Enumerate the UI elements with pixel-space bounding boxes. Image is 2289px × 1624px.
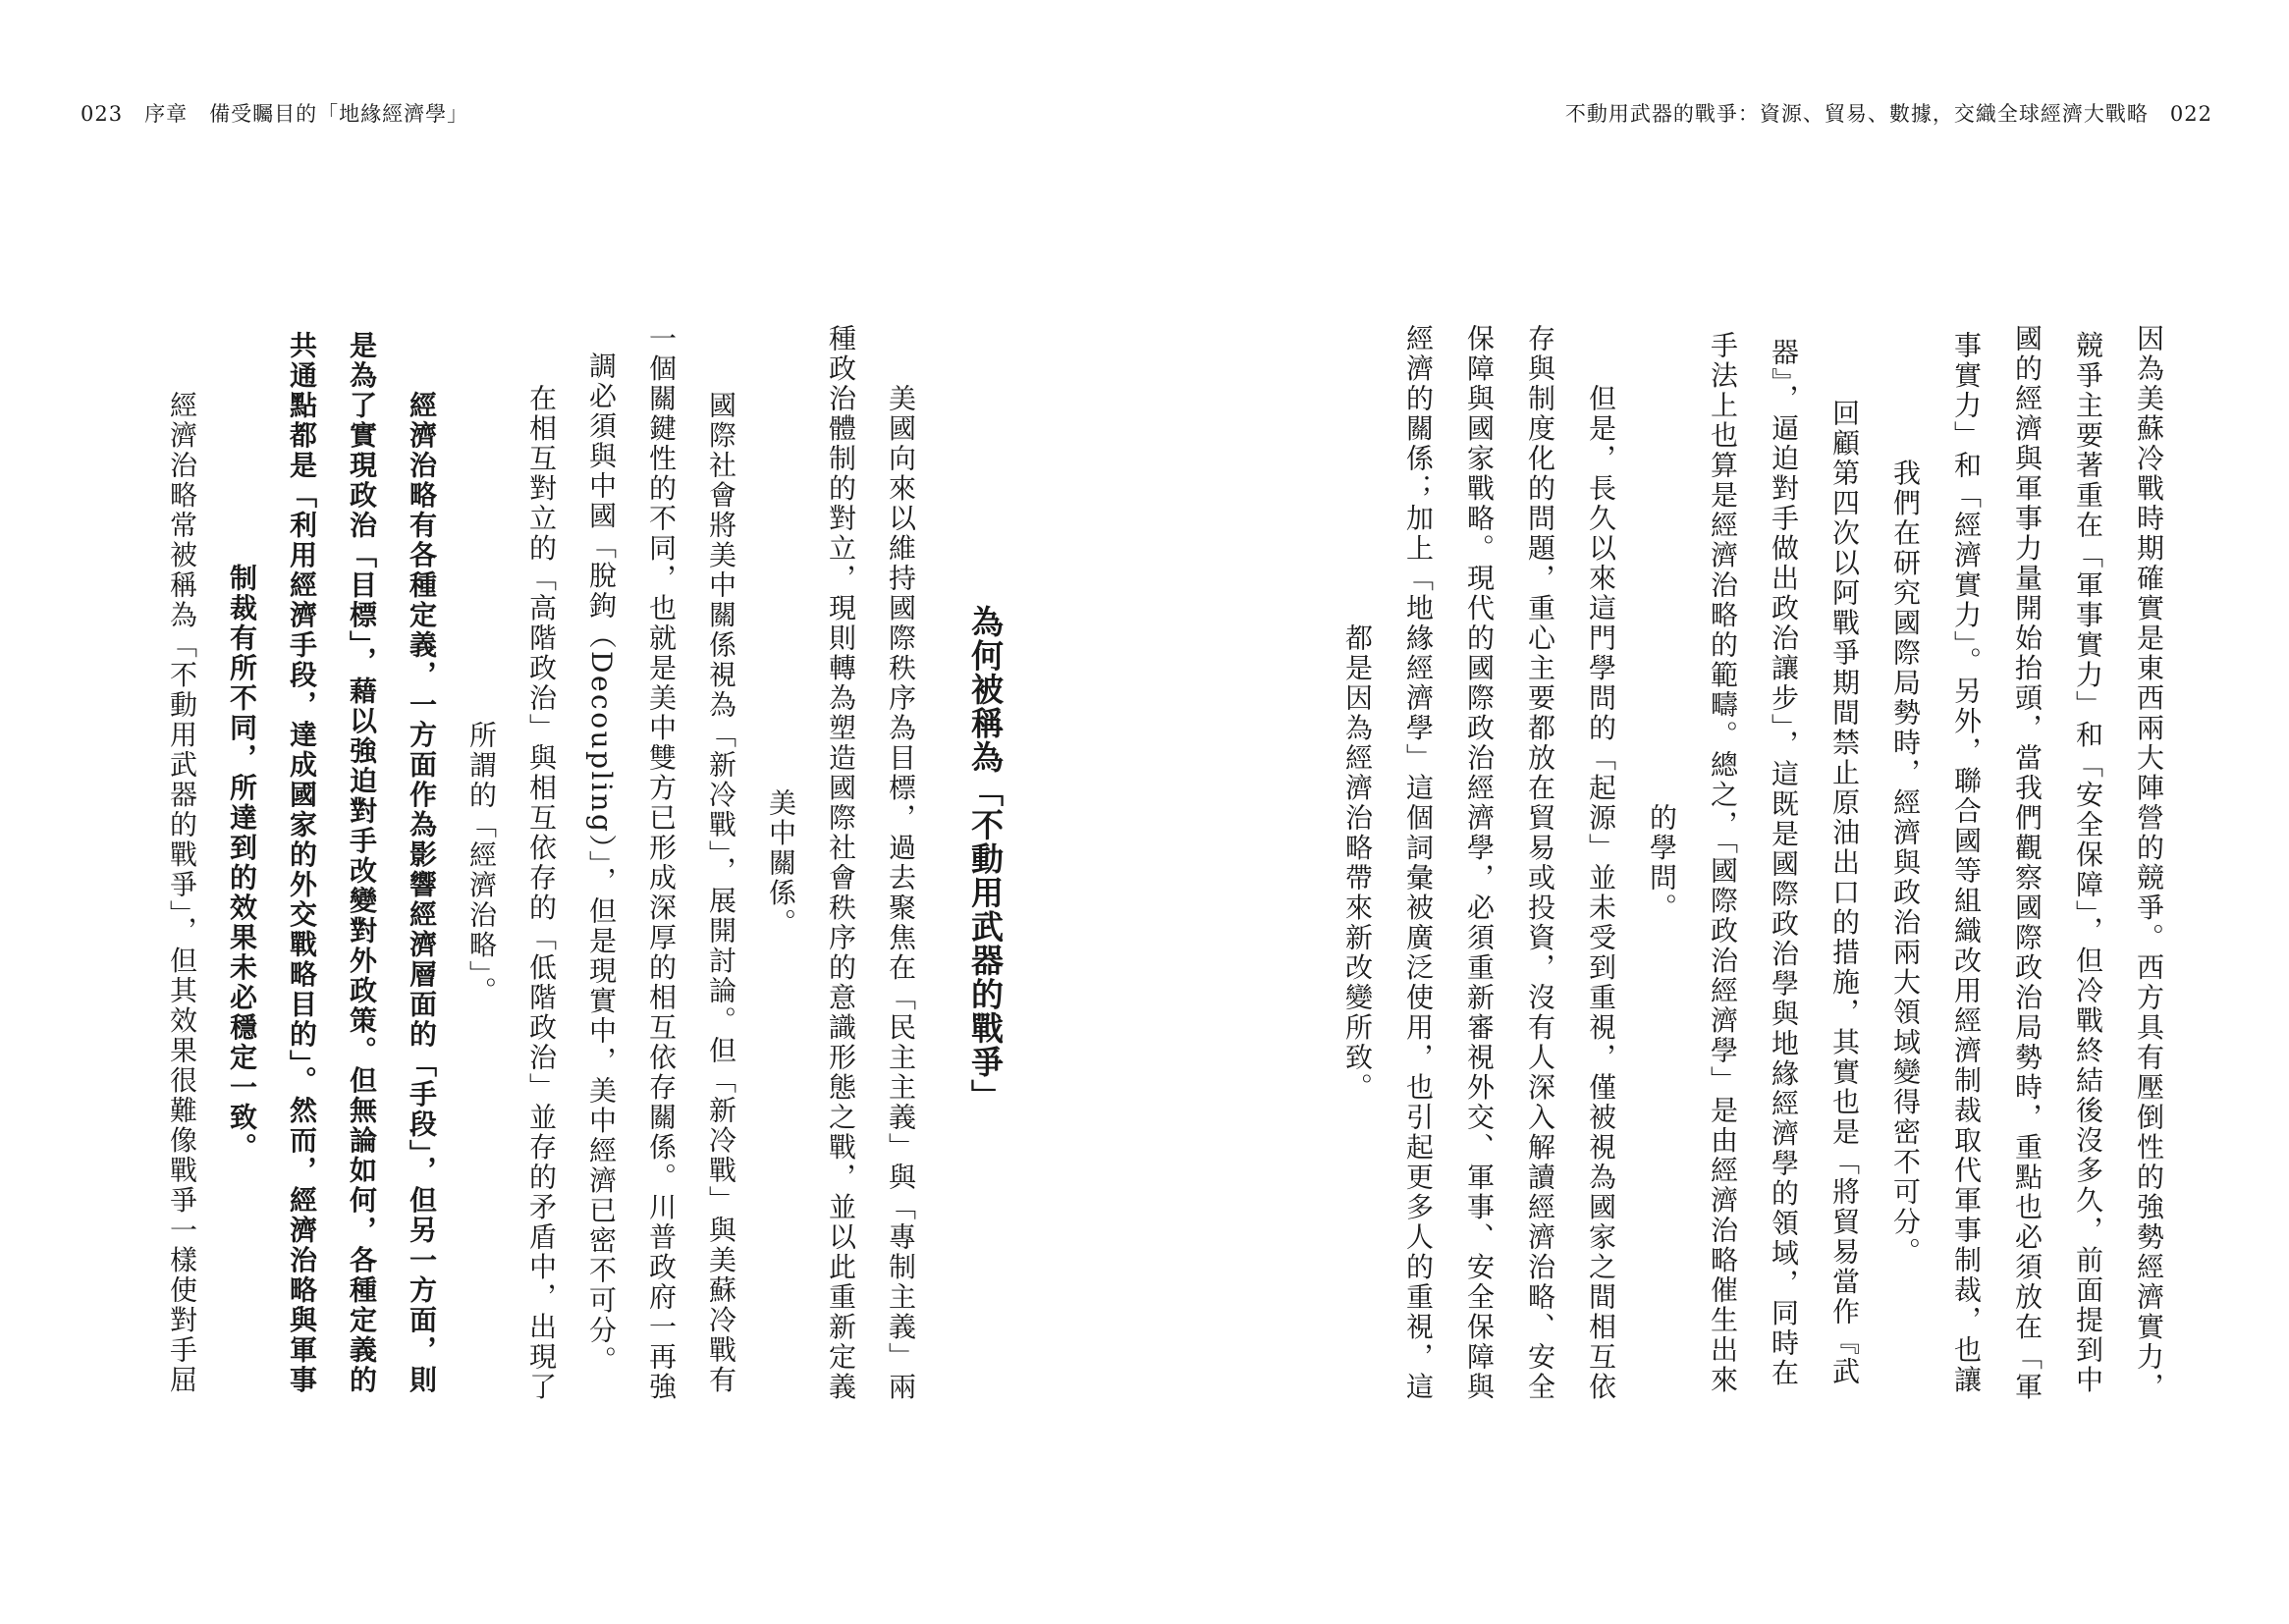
section-heading-text: 為何被稱為「不動用武器的戰爭」: [966, 605, 1005, 1113]
text-line: 美國向來以維持國際秩序為目標，過去聚焦在「民主主義」與「專制主義」兩: [885, 384, 917, 1402]
text-line: 經濟的關係；加上「地緣經濟學」這個詞彙被廣泛使用，也引起更多人的重視，這: [1402, 324, 1435, 1402]
text-line: 國的經濟與軍事力量開始抬頭，當我們觀察國際政治局勢時，重點也必須放在「軍: [2011, 324, 2044, 1402]
text-column: [2041, 318, 2104, 1408]
text-line: 美中關係。: [765, 787, 797, 939]
text-column: [435, 318, 498, 1408]
text-column: [1919, 318, 1983, 1408]
text-column: [136, 318, 198, 1408]
text-line: 國際社會將美中關係視為「新冷戰」，展開討論。但「新冷戰」與美蘇冷戰有: [705, 391, 737, 1395]
text-line: 存與制度化的問題，重心主要都放在貿易或投資，沒有人深入解讀經濟治略、安全: [1524, 324, 1556, 1402]
right-page-body: [1310, 318, 2165, 1408]
text-line: 制裁有所不同，所達到的效果未必穩定一致。: [226, 564, 258, 1163]
text-line: 事實力」和「經濟實力」。另外，聯合國等組織改用經濟制裁取代軍事制裁，也讓: [1950, 331, 1983, 1395]
text-column: [195, 318, 258, 1408]
section-heading: [941, 314, 1005, 1404]
text-column: [794, 318, 857, 1408]
text-line: 我們在研究國際局勢時，經濟與政治兩大領域變得密不可分。: [1889, 459, 1922, 1268]
text-line: 調必須與中國「脫鉤（Decoupling）」，但是現實中，美中經濟已密不可分。: [585, 351, 618, 1376]
text-line: 經濟治略常被稱為「不動用武器的戰爭」，但其效果很難像戰爭一樣使對手屈: [166, 391, 198, 1395]
text-column: [1432, 318, 1496, 1408]
text-line: 一個關鍵性的不同，也就是美中雙方已形成深厚的相互依存關係。川普政府一再強: [645, 324, 678, 1402]
text-column: [854, 318, 917, 1408]
text-column: [1675, 318, 1739, 1408]
text-column: [1980, 318, 2044, 1408]
text-column: [1310, 318, 1374, 1408]
text-column: [1493, 318, 1556, 1408]
text-line: 競爭主要著重在「軍事實力」和「安全保障」，但冷戰終結後沒多久，前面提到中: [2072, 331, 2104, 1395]
text-column: [2101, 318, 2165, 1408]
running-header-left: 023 序章 備受矚目的「地緣經濟學」: [81, 102, 469, 126]
running-header-right: 不動用武器的戰爭：資源、貿易、數據，交織全球經濟大戰略 022: [1564, 102, 2212, 126]
text-column: [1858, 318, 1922, 1408]
left-page-body: [136, 318, 1005, 1408]
text-column: [375, 318, 438, 1408]
text-column: [1736, 318, 1800, 1408]
text-column: [735, 318, 797, 1408]
text-column: [555, 318, 618, 1408]
text-line: 共通點都是「利用經濟手段，達成國家的外交戰略目的」。然而，經濟治略與軍事: [286, 331, 318, 1395]
text-line: 手法上也算是經濟治略的範疇。總之，「國際政治經濟學」是由經濟治略催生出來: [1707, 331, 1739, 1395]
text-line: 器』，逼迫對手做出政治讓步」，這既是國際政治學與地緣經濟學的領域，同時在: [1768, 338, 1800, 1388]
text-line: 保障與國家戰略。現代的國際政治經濟學，必須重新審視外交、軍事、安全保障與: [1463, 324, 1496, 1402]
text-line: 但是，長久以來這門學問的「起源」並未受到重視，僅被視為國家之間相互依: [1585, 384, 1617, 1402]
text-column: [615, 318, 678, 1408]
text-line: 的學問。: [1646, 803, 1678, 923]
text-line: 是為了實現政治「目標」，藉以強迫對手改變對外政策。但無論如何，各種定義的: [346, 331, 378, 1395]
text-column: [255, 318, 318, 1408]
text-line: 在相互對立的「高階政治」與相互依存的「低階政治」並存的矛盾中，出現了: [525, 384, 558, 1402]
text-line: 都是因為經濟治略帶來新改變所致。: [1341, 623, 1374, 1103]
text-column: [1614, 318, 1678, 1408]
text-column: [495, 318, 558, 1408]
text-line: 經濟治略有各種定義，一方面作為影響經濟層面的「手段」，但另一方面，則: [406, 391, 438, 1395]
text-line: 種政治體制的對立，現則轉為塑造國際社會秩序的意識形態之戰，並以此重新定義: [825, 324, 857, 1402]
text-column: [1553, 318, 1617, 1408]
text-line: 回顧第四次以阿戰爭期間禁止原油出口的措施，其實也是「將貿易當作『武: [1828, 399, 1861, 1387]
text-column: [675, 318, 735, 1408]
text-line: 因為美蘇冷戰時期確實是東西兩大陣營的競爭。西方具有壓倒性的強勢經濟實力，: [2133, 324, 2165, 1402]
text-column: [1371, 318, 1435, 1408]
text-column: [315, 318, 378, 1408]
text-column: [1797, 318, 1861, 1408]
text-line: 所謂的「經濟治略」。: [465, 720, 498, 1006]
